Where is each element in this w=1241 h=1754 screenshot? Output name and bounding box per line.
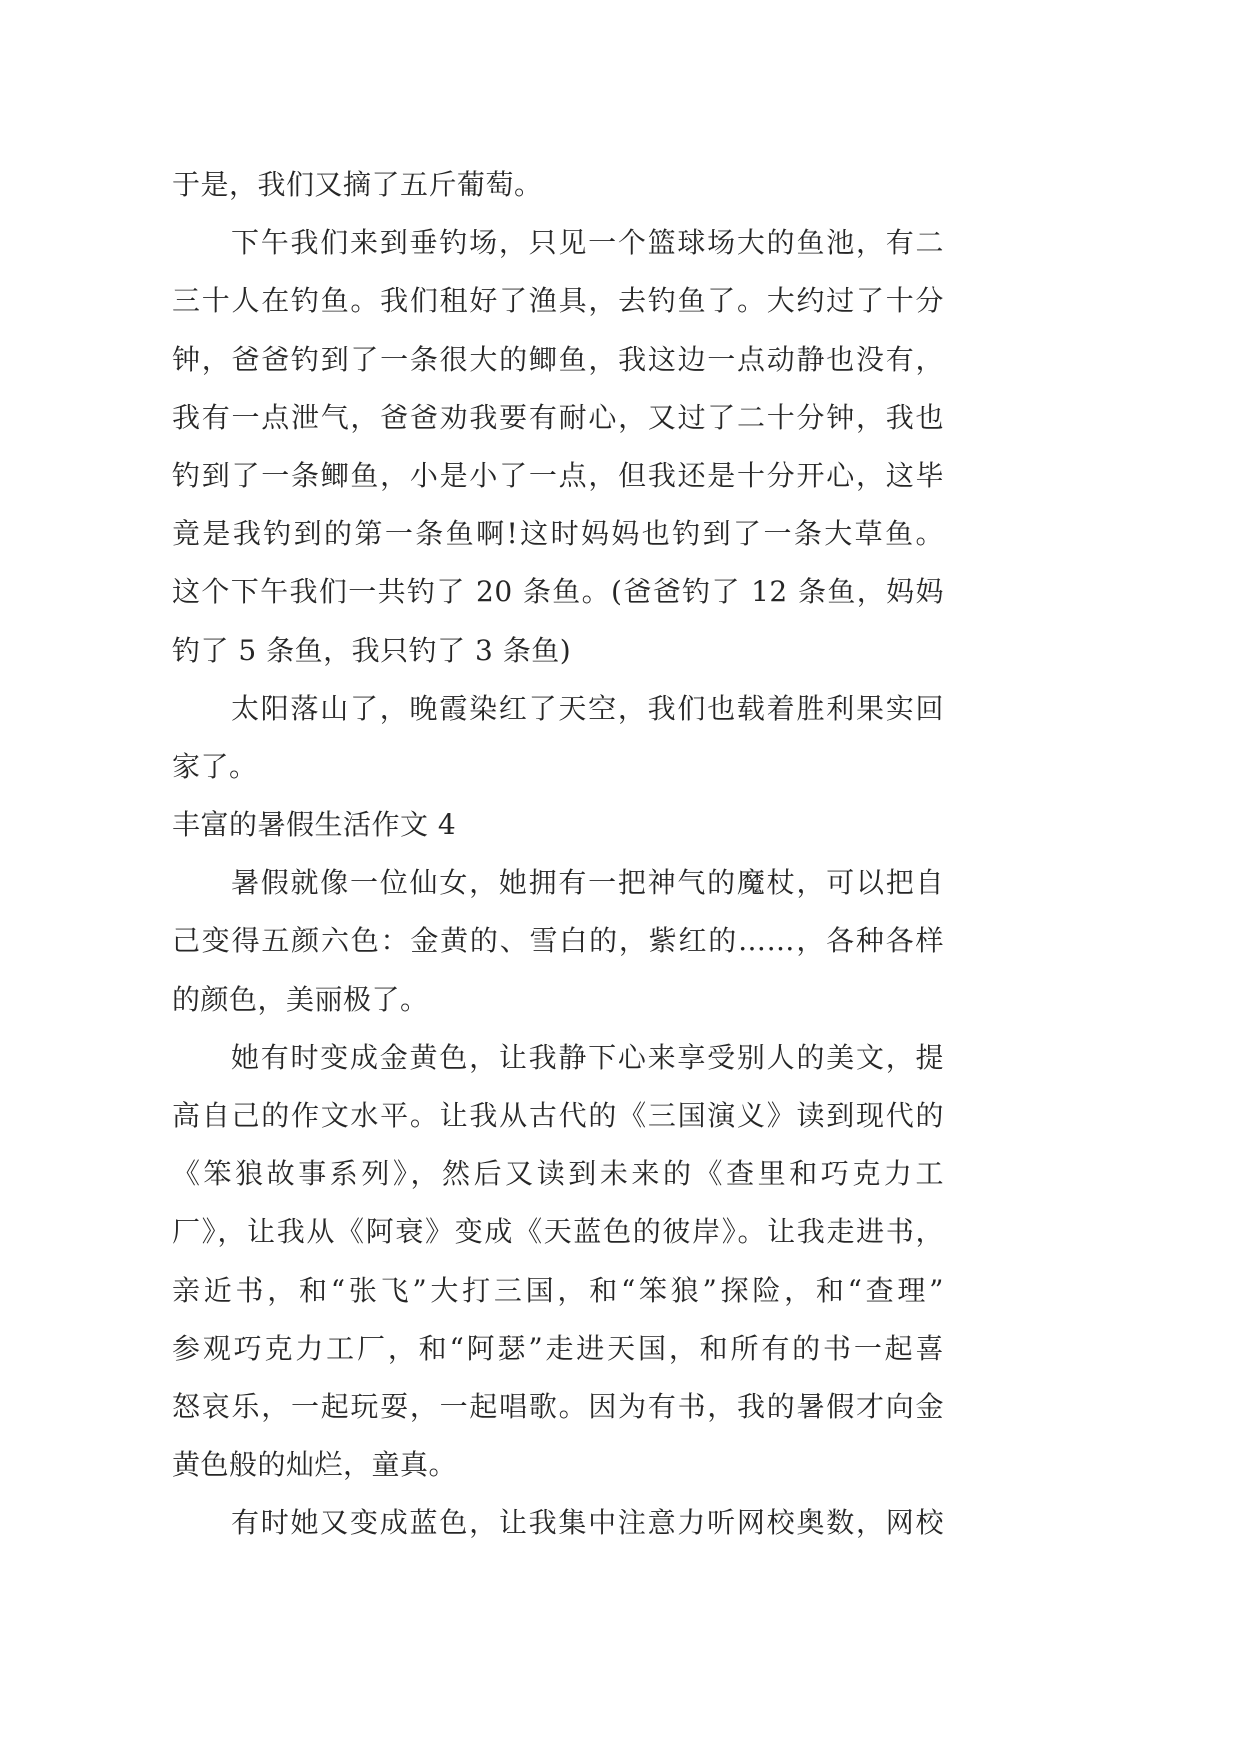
text-line: 厂》，让我从《阿衰》变成《天蓝色的彼岸》。让我走进书， (172, 1215, 944, 1249)
paragraph (172, 214, 944, 680)
text-line: 太阳落山了，晚霞染红了天空，我们也载着胜利果实回 (231, 691, 944, 725)
text-line: 这个下午我们一共钓了 20 条鱼。(爸爸钓了 12 条鱼，妈妈 (172, 575, 944, 609)
paragraph-continuation (172, 156, 944, 214)
text-line: 高自己的作文水平。让我从古代的《三国演义》读到现代的 (172, 1099, 944, 1132)
paragraph (172, 1494, 944, 1552)
text-line: 钓了 5 条鱼，我只钓了 3 条鱼) (172, 633, 572, 667)
text-line: 《笨狼故事系列》，然后又读到未来的《查里和巧克力工 (172, 1157, 944, 1191)
text-line: 参观巧克力工厂，和“阿瑟”走进天国，和所有的书一起喜 (172, 1331, 944, 1365)
text-line: 于是，我们又摘了五斤葡萄。 (172, 168, 543, 201)
text-line: 家了。 (172, 749, 258, 783)
section-heading (172, 796, 944, 854)
text-line: 她有时变成金黄色，让我静下心来享受别人的美文，提 (231, 1040, 944, 1074)
text-line: 三十人在钓鱼。我们租好了渔具，去钓鱼了。大约过了十分 (172, 284, 944, 318)
paragraph (172, 680, 944, 796)
heading-text: 丰富的暑假生活作文 4 (172, 808, 457, 842)
paragraph (172, 854, 944, 1029)
text-line: 我有一点泄气，爸爸劝我要有耐心，又过了二十分钟，我也 (172, 400, 944, 434)
text-line: 钓到了一条鲫鱼，小是小了一点，但我还是十分开心，这毕 (172, 458, 944, 492)
paragraph (172, 1029, 944, 1495)
document-page (172, 156, 944, 1553)
text-line: 钟，爸爸钓到了一条很大的鲫鱼，我这边一点动静也没有， (172, 342, 944, 376)
text-line: 竟是我钓到的第一条鱼啊!这时妈妈也钓到了一条大草鱼。 (172, 517, 944, 551)
text-line: 暑假就像一位仙女，她拥有一把神气的魔杖，可以把自 (231, 866, 944, 900)
text-line: 亲近书，和“张飞”大打三国，和“笨狼”探险，和“查理” (172, 1273, 944, 1307)
text-line: 下午我们来到垂钓场，只见一个篮球场大的鱼池，有二 (231, 226, 944, 260)
text-line: 黄色般的灿烂，童真。 (172, 1448, 458, 1482)
text-line: 的颜色，美丽极了。 (172, 982, 429, 1016)
text-line: 己变得五颜六色：金黄的、雪白的，紫红的……，各种各样 (172, 924, 944, 958)
text-line: 怒哀乐，一起玩耍，一起唱歌。因为有书，我的暑假才向金 (172, 1389, 944, 1423)
text-line: 有时她又变成蓝色，让我集中注意力听网校奥数，网校 (231, 1506, 944, 1540)
